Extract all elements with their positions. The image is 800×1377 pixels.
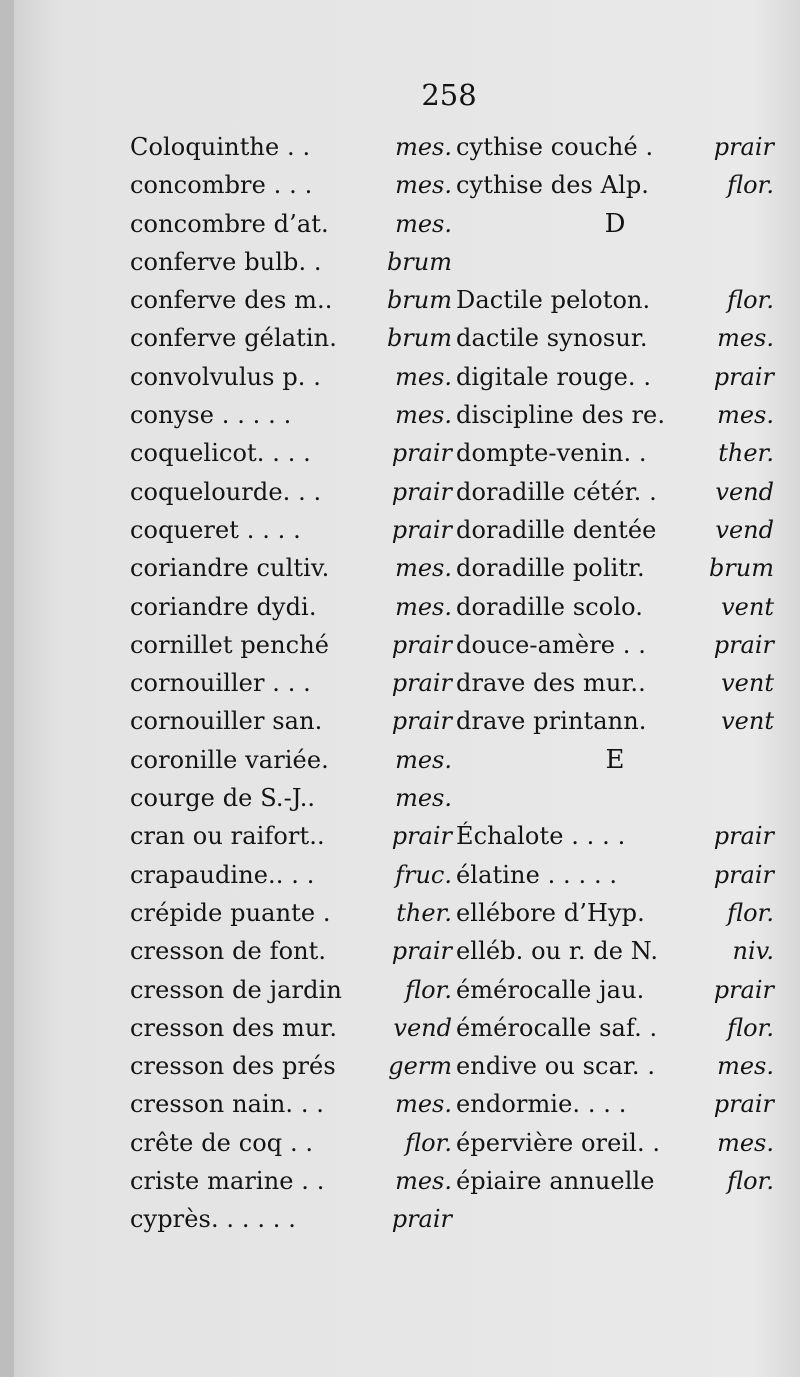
- entry-name: épervière oreil. .: [456, 1128, 661, 1157]
- entry-abbreviation: mes.: [717, 401, 774, 430]
- section-heading-d: D: [604, 208, 626, 239]
- entry-name: coquelourde. . .: [130, 477, 322, 506]
- entry-name: conferve bulb. .: [130, 247, 322, 276]
- entry-name: cresson nain. . .: [130, 1090, 325, 1119]
- index-entry: [456, 588, 774, 626]
- index-entry: [130, 894, 452, 932]
- entry-name: cythise des Alp.: [456, 171, 650, 200]
- entry-abbreviation: brum: [386, 247, 452, 276]
- index-entry: [456, 817, 774, 855]
- entry-abbreviation: prair: [391, 1205, 452, 1234]
- entry-abbreviation: prair: [391, 937, 452, 966]
- entry-name: Coloquinthe . .: [130, 133, 311, 161]
- index-entry: [130, 243, 452, 281]
- entry-abbreviation: niv.: [732, 937, 774, 966]
- index-entry: [456, 856, 774, 894]
- index-entry: [456, 319, 774, 357]
- page-number: 258: [421, 78, 477, 112]
- index-entry: [456, 971, 774, 1009]
- index-entry: [130, 626, 452, 664]
- entry-abbreviation: prair: [391, 630, 452, 659]
- index-entry: [130, 1085, 452, 1123]
- entry-name: doradille scolo.: [456, 592, 643, 621]
- index-entry: [456, 1124, 774, 1162]
- index-entry: [456, 1047, 774, 1085]
- entry-abbreviation: mes.: [395, 592, 452, 621]
- index-entry: [456, 932, 774, 970]
- entry-abbreviation: brum: [708, 554, 774, 583]
- entry-abbreviation: prair: [713, 630, 774, 659]
- entry-name: concombre . . .: [130, 171, 313, 200]
- entry-name: drave des mur..: [456, 669, 646, 698]
- entry-abbreviation: flor.: [405, 1128, 452, 1157]
- index-entry: [456, 1162, 774, 1200]
- index-entry: [456, 358, 774, 396]
- entry-abbreviation: flor.: [727, 171, 774, 200]
- entry-abbreviation: mes.: [395, 362, 452, 391]
- entry-name: convolvulus p. .: [130, 362, 321, 391]
- entry-abbreviation: prair: [391, 439, 452, 468]
- index-entry: [130, 1047, 452, 1085]
- entry-name: Échalote . . . .: [456, 822, 626, 851]
- index-entry: [130, 319, 452, 357]
- entry-abbreviation: mes.: [395, 401, 452, 430]
- entry-name: drave printann.: [456, 707, 647, 736]
- entry-abbreviation: vent: [721, 592, 774, 621]
- entry-name: cyprès. . . . . .: [130, 1205, 296, 1234]
- index-entry: [130, 473, 452, 511]
- index-entry: [130, 358, 452, 396]
- index-entry: [456, 1009, 774, 1047]
- entry-name: cythise couché .: [456, 133, 654, 161]
- index-entry: [130, 588, 452, 626]
- entry-abbreviation: mes.: [717, 1128, 774, 1157]
- entry-abbreviation: mes.: [717, 324, 774, 353]
- entry-abbreviation: brum: [386, 286, 452, 315]
- entry-abbreviation: flor.: [727, 1167, 774, 1196]
- entry-abbreviation: prair: [391, 515, 452, 544]
- entry-name: doradille dentée: [456, 515, 657, 544]
- spacer: [456, 243, 774, 281]
- entry-abbreviation: flor.: [727, 898, 774, 927]
- entry-name: crépide puante .: [130, 898, 331, 927]
- index-entry: [130, 549, 452, 587]
- index-entry: [456, 473, 774, 511]
- entry-abbreviation: prair: [713, 822, 774, 851]
- spacer: [456, 779, 774, 817]
- entry-name: doradille politr.: [456, 554, 645, 583]
- entry-abbreviation: brum: [386, 324, 452, 353]
- entry-abbreviation: ther.: [396, 898, 452, 927]
- entry-abbreviation: vend: [715, 515, 774, 544]
- entry-name: doradille cétér. .: [456, 477, 657, 506]
- index-entry: [130, 1009, 452, 1047]
- entry-name: émérocalle saf. .: [456, 1013, 658, 1042]
- left-column: [130, 128, 452, 1239]
- entry-name: émérocalle jau.: [456, 975, 645, 1004]
- entry-abbreviation: mes.: [717, 1052, 774, 1081]
- entry-abbreviation: vent: [721, 707, 774, 736]
- book-page: [14, 0, 800, 1377]
- entry-abbreviation: mes.: [395, 784, 452, 813]
- entry-name: coquelicot. . . .: [130, 439, 311, 468]
- entry-abbreviation: mes.: [395, 554, 452, 583]
- entry-abbreviation: mes.: [395, 209, 452, 238]
- index-entry: [130, 817, 452, 855]
- entry-abbreviation: flor.: [727, 1013, 774, 1042]
- entry-abbreviation: fruc.: [395, 860, 452, 889]
- entry-name: cresson des mur.: [130, 1013, 338, 1042]
- index-entry: [130, 511, 452, 549]
- index-entry: [130, 664, 452, 702]
- entry-name: coriandre cultiv.: [130, 554, 330, 583]
- entry-abbreviation: vend: [715, 477, 774, 506]
- entry-abbreviation: mes.: [395, 745, 452, 774]
- entry-abbreviation: vend: [393, 1013, 452, 1042]
- index-entry: [130, 434, 452, 472]
- entry-name: ellébore d’Hyp.: [456, 898, 645, 927]
- entry-name: cornouiller . . .: [130, 669, 311, 698]
- entry-name: cran ou raifort..: [130, 822, 325, 851]
- entry-name: conferve des m..: [130, 286, 333, 315]
- entry-name: discipline des re.: [456, 401, 666, 430]
- index-entry: [130, 205, 452, 243]
- entry-abbreviation: vent: [721, 669, 774, 698]
- entry-name: coronille variée.: [130, 745, 329, 774]
- entry-name: dompte-venin. .: [456, 439, 647, 468]
- index-entry: [130, 856, 452, 894]
- entry-abbreviation: germ: [388, 1052, 452, 1081]
- entry-abbreviation: ther.: [718, 439, 774, 468]
- index-entry: [456, 1085, 774, 1123]
- entry-abbreviation: prair: [713, 975, 774, 1004]
- entry-abbreviation: flor.: [727, 286, 774, 315]
- index-entry: [456, 894, 774, 932]
- index-entry: [130, 1124, 452, 1162]
- entry-name: conyse . . . . .: [130, 401, 292, 430]
- entry-name: dactile synosur.: [456, 324, 648, 353]
- entry-name: endormie. . . .: [456, 1090, 627, 1119]
- entry-name: douce-amère . .: [456, 630, 646, 659]
- index-entry: [130, 1162, 452, 1200]
- entry-name: digitale rouge. .: [456, 362, 652, 391]
- index-entry: [456, 128, 774, 166]
- entry-name: coqueret . . . .: [130, 515, 301, 544]
- entry-name: Dactile peloton.: [456, 286, 651, 315]
- index-entry: [456, 396, 774, 434]
- entry-abbreviation: prair: [391, 822, 452, 851]
- index-entry: [456, 664, 774, 702]
- entry-abbreviation: prair: [391, 669, 452, 698]
- index-entry: [130, 396, 452, 434]
- index-entry: [456, 166, 774, 204]
- entry-name: cornouiller san.: [130, 707, 323, 736]
- entry-abbreviation: prair: [391, 477, 452, 506]
- index-entry: [456, 626, 774, 664]
- index-entry: [130, 128, 452, 166]
- entry-abbreviation: flor.: [405, 975, 452, 1004]
- entry-name: crête de coq . .: [130, 1128, 314, 1157]
- entry-abbreviation: mes.: [395, 1090, 452, 1119]
- entry-name: criste marine . .: [130, 1167, 325, 1196]
- entry-abbreviation: prair: [713, 1090, 774, 1119]
- entry-abbreviation: prair: [713, 133, 774, 161]
- entry-name: élatine . . . . .: [456, 860, 618, 889]
- index-entry: [456, 281, 774, 319]
- entry-abbreviation: prair: [713, 362, 774, 391]
- index-entry: [130, 971, 452, 1009]
- entry-name: épiaire annuelle: [456, 1167, 655, 1196]
- entry-name: conferve gélatin.: [130, 324, 337, 353]
- entry-name: coriandre dydi.: [130, 592, 317, 621]
- entry-name: cresson de jardin: [130, 975, 342, 1004]
- entry-abbreviation: prair: [391, 707, 452, 736]
- section-heading-e: E: [605, 744, 625, 775]
- entry-name: elléb. ou r. de N.: [456, 937, 659, 966]
- index-entry: [130, 281, 452, 319]
- index-entry: [456, 434, 774, 472]
- index-entry: [130, 1200, 452, 1238]
- index-entry: [456, 702, 774, 740]
- entry-name: endive ou scar. .: [456, 1052, 656, 1081]
- entry-name: crapaudine.. . .: [130, 860, 315, 889]
- index-entry: [130, 166, 452, 204]
- index-entry: [456, 511, 774, 549]
- index-entry: [130, 741, 452, 779]
- entry-abbreviation: mes.: [395, 133, 452, 161]
- right-column: [456, 128, 774, 1200]
- index-entry: [130, 932, 452, 970]
- entry-abbreviation: mes.: [395, 1167, 452, 1196]
- entry-name: cornillet penché: [130, 630, 330, 659]
- entry-name: cresson des prés: [130, 1052, 336, 1081]
- entry-abbreviation: mes.: [395, 171, 452, 200]
- entry-name: concombre d’at.: [130, 209, 329, 238]
- entry-name: courge de S.-J..: [130, 784, 316, 813]
- index-entry: [130, 779, 452, 817]
- index-entry: [456, 549, 774, 587]
- entry-abbreviation: prair: [713, 860, 774, 889]
- entry-name: cresson de font.: [130, 937, 327, 966]
- index-entry: [130, 702, 452, 740]
